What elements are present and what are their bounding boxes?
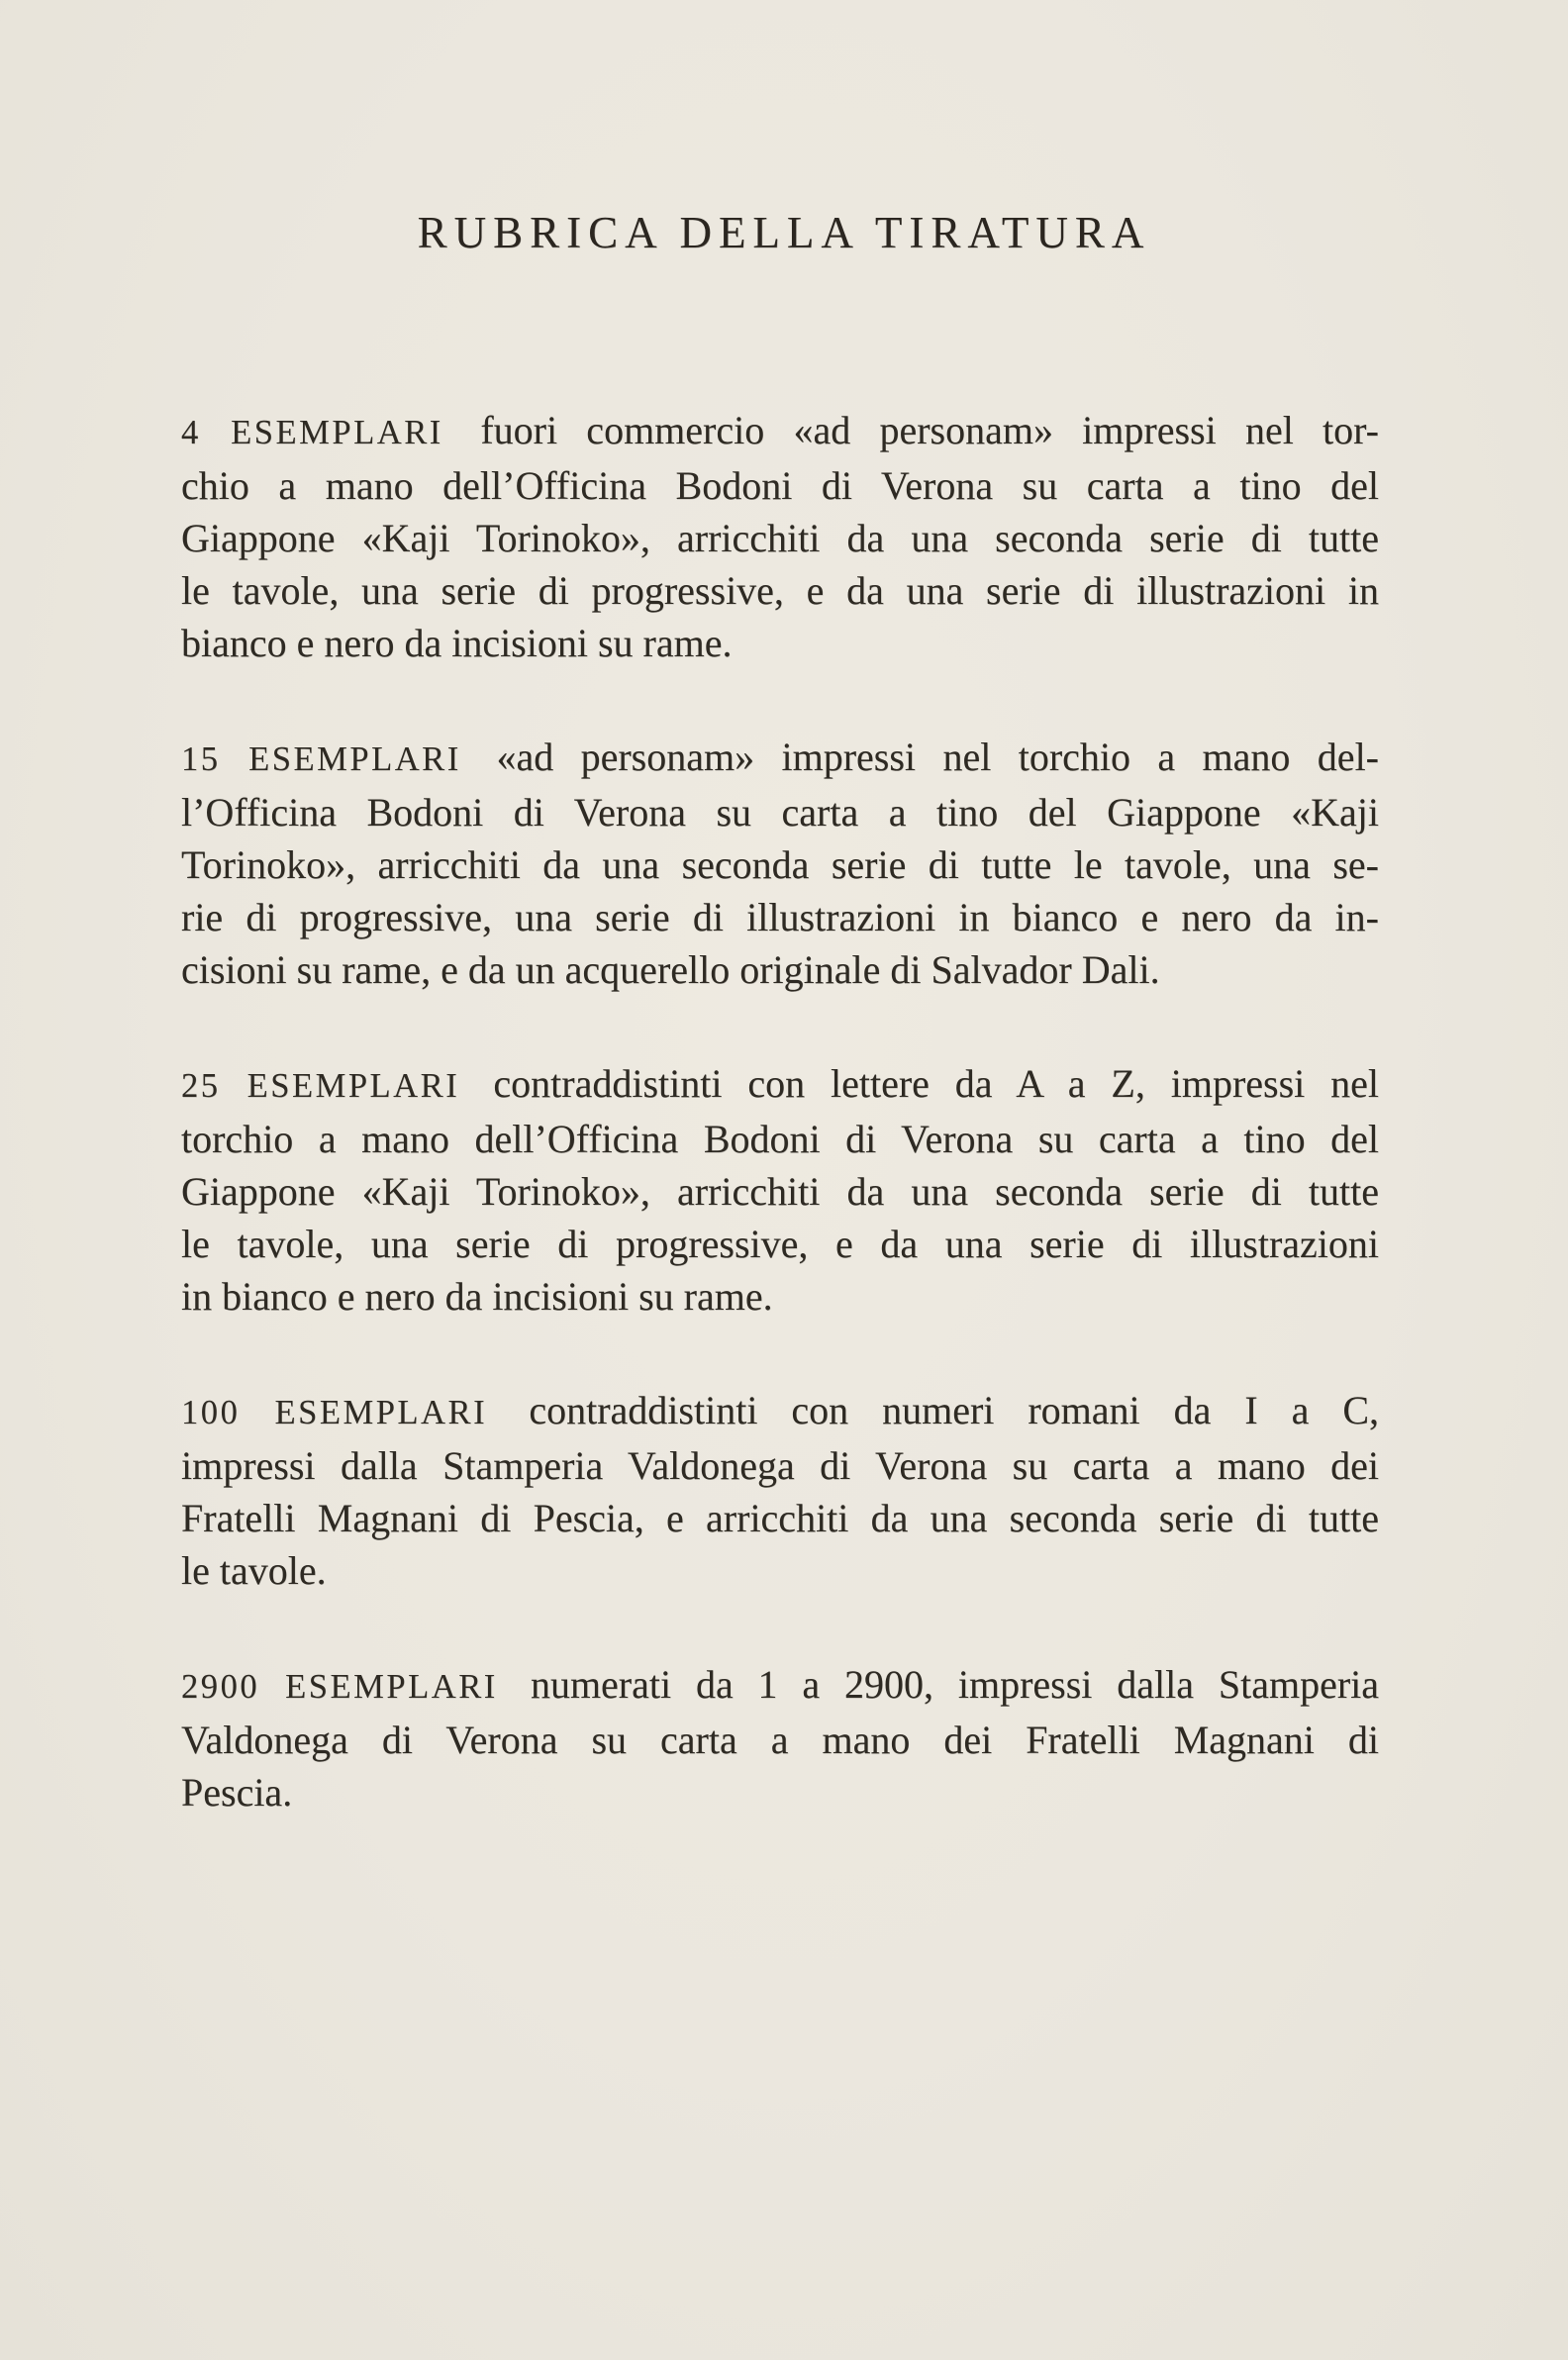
text-line-last: cisioni su rame, e da un acquerello originale di Salvador Dali. — [181, 946, 1160, 992]
paragraph-15-esemplari — [181, 731, 1379, 996]
text-line: torchio a mano dell’Officina Bodoni di Verona su carta a tino del — [181, 1116, 1379, 1161]
text-line — [181, 1658, 1379, 1714]
paragraph-4-esemplari — [181, 404, 1379, 669]
paragraph-2900-esemplari — [181, 1658, 1379, 1819]
text-line-last: le tavole. — [181, 1547, 327, 1593]
edition-count-lead: 15 ESEMPLARI — [181, 739, 461, 778]
edition-count-lead: 100 ESEMPLARI — [181, 1393, 488, 1431]
edition-count-lead: 2900 ESEMPLARI — [181, 1667, 498, 1706]
paragraph-100-esemplari — [181, 1384, 1379, 1597]
text-line: le tavole, una serie di progressive, e da una serie di illustrazioni in — [181, 567, 1379, 613]
text-line: chio a mano dell’Officina Bodoni di Verona su carta a tino del — [181, 462, 1379, 508]
edition-count-lead: 4 ESEMPLARI — [181, 413, 443, 451]
colophon-text-block — [181, 404, 1379, 1819]
text-line-last: in bianco e nero da incisioni su rame. — [181, 1273, 773, 1319]
text-line: impressi dalla Stamperia Valdonega di Verona su carta a mano dei — [181, 1442, 1379, 1488]
edition-count-lead: 25 ESEMPLARI — [181, 1066, 460, 1105]
text-line — [181, 731, 1379, 786]
paragraph-25-esemplari — [181, 1057, 1379, 1323]
text-line: Giappone «Kaji Torinoko», arricchiti da una seconda serie di tutte — [181, 1168, 1379, 1214]
text-line — [181, 1057, 1379, 1113]
text-line: Torinoko», arricchiti da una seconda serie di tutte le tavole, una se- — [181, 841, 1379, 887]
text-line: le tavole, una serie di progressive, e da una serie di illustrazioni — [181, 1221, 1379, 1266]
text-line: rie di progressive, una serie di illustrazioni in bianco e nero da in- — [181, 894, 1379, 939]
text-line-last: Pescia. — [181, 1769, 293, 1815]
page-title: RUBRICA DELLA TIRATURA — [417, 208, 1151, 257]
text-line: Valdonega di Verona su carta a mano dei Fratelli Magnani di — [181, 1717, 1379, 1762]
text-line-rest: contraddistinti con lettere da A a Z, impressi nel — [493, 1060, 1380, 1106]
text-line: l’Officina Bodoni di Verona su carta a tino del Giappone «Kaji — [181, 789, 1379, 835]
text-line-last: bianco e nero da incisioni su rame. — [181, 620, 733, 665]
text-line-rest: numerati da 1 a 2900, impressi dalla Stamperia — [530, 1661, 1380, 1707]
text-line-rest: «ad personam» impressi nel torchio a mano del- — [496, 734, 1379, 779]
text-line-rest: fuori commercio «ad personam» impressi nel tor- — [480, 407, 1380, 452]
text-line: Giappone «Kaji Torinoko», arricchiti da una seconda serie di tutte — [181, 515, 1379, 560]
text-line — [181, 404, 1379, 459]
text-line: Fratelli Magnani di Pescia, e arricchiti da una seconda serie di tutte — [181, 1495, 1379, 1540]
text-line — [181, 1384, 1379, 1439]
text-line-rest: contraddistinti con numeri romani da I a C, — [529, 1387, 1380, 1432]
